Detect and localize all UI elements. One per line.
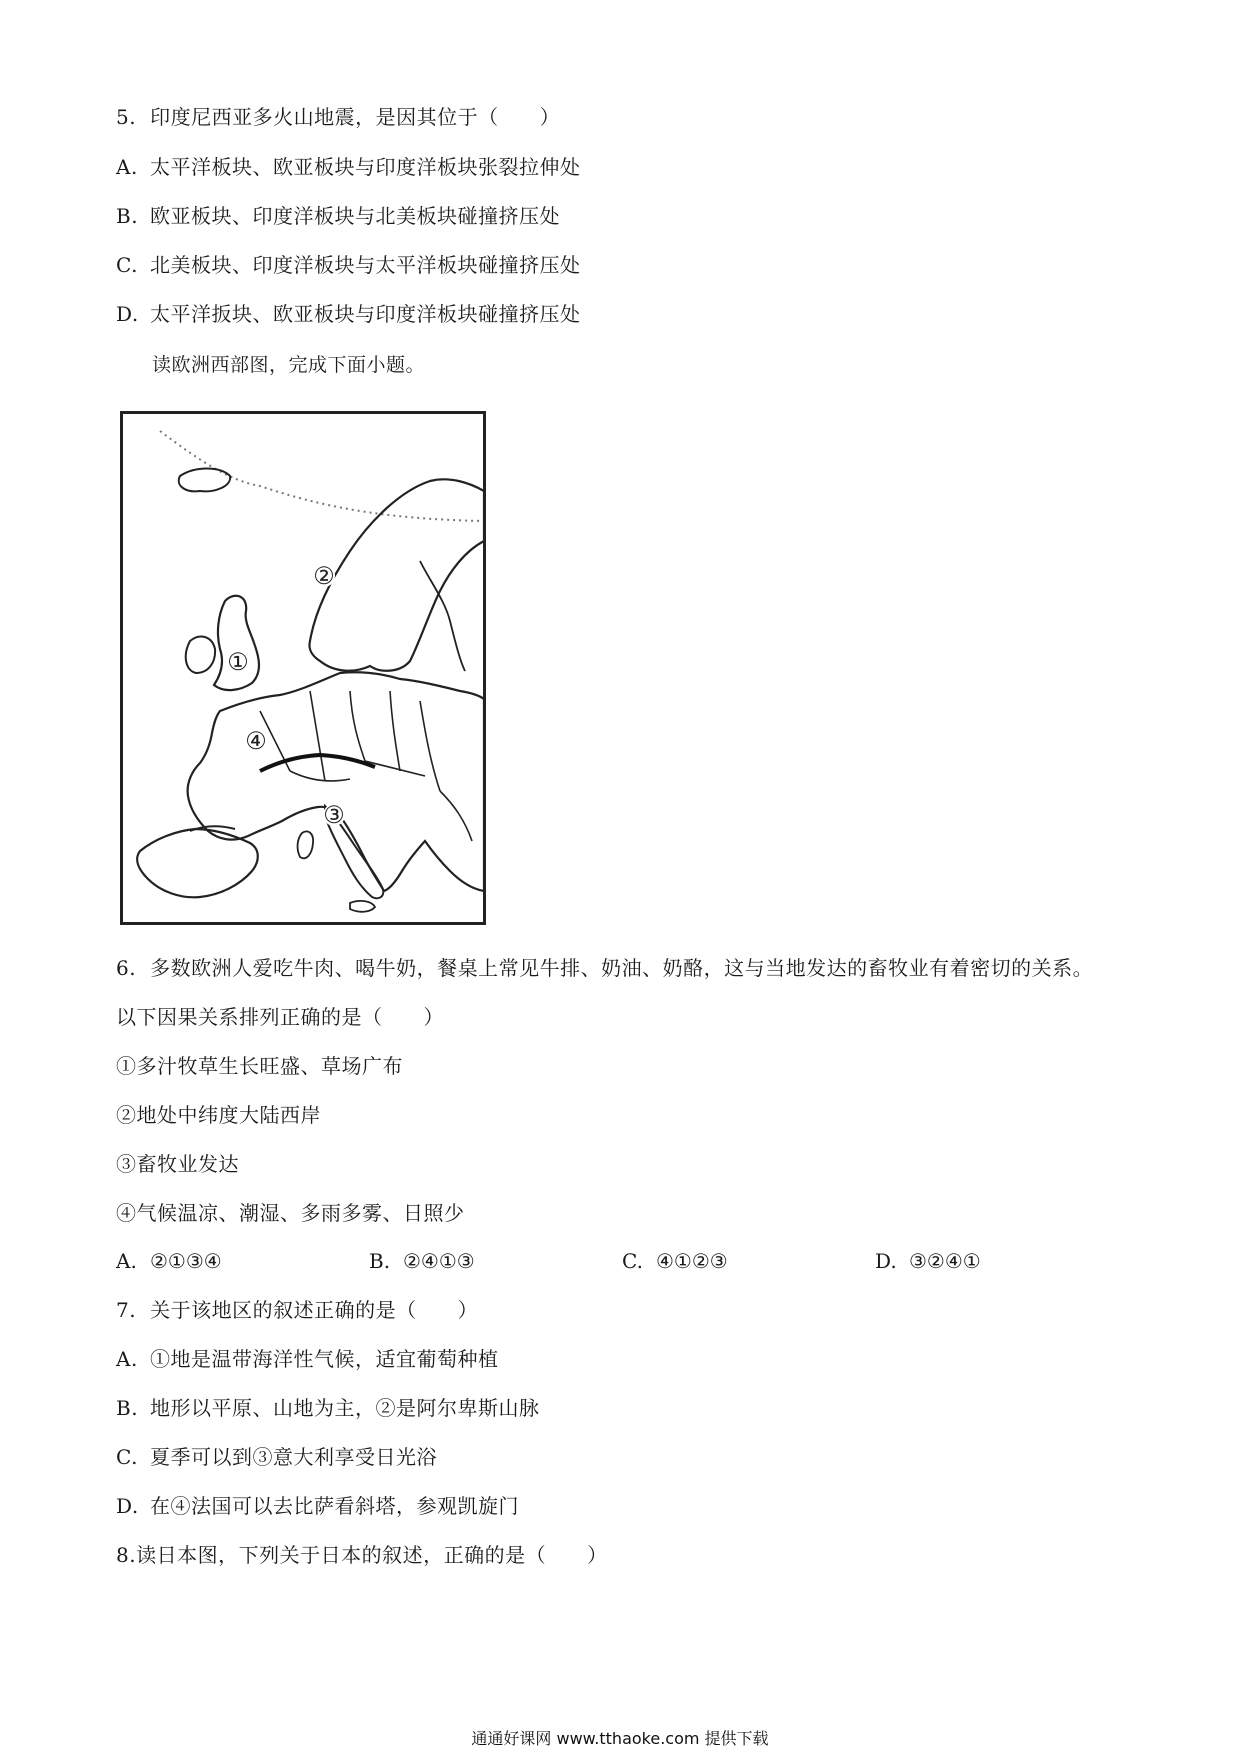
q7-option-b bbox=[116, 1394, 540, 1422]
option-letter: B. bbox=[116, 204, 139, 228]
option-text: 欧亚板块、印度洋板块与北美板块碰撞挤压处 bbox=[150, 204, 560, 228]
option-text: 夏季可以到③意大利享受日光浴 bbox=[150, 1445, 437, 1469]
svg-text:②: ② bbox=[313, 562, 335, 590]
q7-option-d bbox=[116, 1492, 519, 1520]
option-letter: A. bbox=[116, 1249, 137, 1273]
option-letter: A. bbox=[116, 155, 138, 179]
q6-option-c bbox=[622, 1247, 728, 1275]
q5-stem bbox=[116, 103, 560, 131]
q6-statement-3: ③畜牧业发达 bbox=[116, 1152, 239, 1176]
q6-number: 6. bbox=[116, 956, 137, 980]
option-letter: C. bbox=[116, 253, 138, 277]
option-text: 在④法国可以去比萨看斜塔，参观凯旋门 bbox=[150, 1494, 519, 1518]
map-intro: 读欧洲西部图，完成下面小题。 bbox=[152, 354, 426, 376]
option-letter: B. bbox=[116, 1396, 139, 1420]
marker-4 bbox=[245, 727, 267, 755]
q5-option-c bbox=[116, 251, 581, 279]
option-text: ④①②③ bbox=[656, 1249, 728, 1273]
option-text: ②①③④ bbox=[150, 1249, 222, 1273]
q6-statement-4: ④气候温凉、潮湿、多雨多雾、日照少 bbox=[116, 1201, 465, 1225]
q6-stem-text: 多数欧洲人爱吃牛肉、喝牛奶，餐桌上常见牛排、奶油、奶酪，这与当地发达的畜牧业有着密切的关系。 bbox=[150, 956, 1094, 980]
page-footer: 通通好课网 www.tthaoke.com 提供下载 bbox=[471, 1729, 769, 1748]
marker-3 bbox=[323, 801, 345, 829]
option-letter: B. bbox=[369, 1249, 391, 1273]
svg-text:④: ④ bbox=[245, 727, 267, 755]
q7-option-c bbox=[116, 1443, 437, 1471]
q5-option-b bbox=[116, 202, 560, 230]
q5-option-a bbox=[116, 153, 581, 181]
q6-option-b bbox=[369, 1247, 475, 1275]
option-text: ①地是温带海洋性气候，适宜葡萄种植 bbox=[150, 1347, 499, 1371]
option-letter: A. bbox=[116, 1347, 138, 1371]
q6-statement-2: ②地处中纬度大陆西岸 bbox=[116, 1103, 321, 1127]
option-text: ③②④① bbox=[909, 1249, 981, 1273]
marker-2 bbox=[313, 562, 335, 590]
option-text: 北美板块、印度洋板块与太平洋板块碰撞挤压处 bbox=[150, 253, 581, 277]
q8-stem: 8.读日本图，下列关于日本的叙述，正确的是（ ） bbox=[116, 1543, 608, 1567]
option-text: ②④①③ bbox=[403, 1249, 475, 1273]
europe-map bbox=[120, 411, 486, 925]
option-letter: C. bbox=[622, 1249, 643, 1273]
q7-option-a bbox=[116, 1345, 499, 1373]
q5-number: 5. bbox=[116, 105, 137, 129]
marker-1 bbox=[227, 648, 249, 676]
q6-stem-line1 bbox=[116, 954, 1093, 982]
option-text: 太平洋板块、欧亚板块与印度洋板块张裂拉伸处 bbox=[150, 155, 581, 179]
svg-text:①: ① bbox=[227, 648, 249, 676]
option-text: 太平洋扳块、欧亚板块与印度洋板块碰撞挤压处 bbox=[150, 302, 581, 326]
q5-option-d bbox=[116, 300, 581, 328]
option-letter: D. bbox=[875, 1249, 897, 1273]
option-letter: D. bbox=[116, 1494, 139, 1518]
q5-stem-text: 印度尼西亚多火山地震，是因其位于（ ） bbox=[150, 105, 561, 129]
option-letter: D. bbox=[116, 302, 139, 326]
q7-number: 7. bbox=[116, 1298, 137, 1322]
q6-option-d bbox=[875, 1247, 981, 1275]
svg-text:③: ③ bbox=[323, 801, 345, 829]
q6-statement-1: ①多汁牧草生长旺盛、草场广布 bbox=[116, 1054, 403, 1078]
q7-stem bbox=[116, 1296, 478, 1324]
option-letter: C. bbox=[116, 1445, 138, 1469]
q7-stem-text: 关于该地区的叙述正确的是（ ） bbox=[150, 1298, 479, 1322]
q6-option-a bbox=[116, 1247, 222, 1275]
q6-stem-line2: 以下因果关系排列正确的是（ ） bbox=[116, 1005, 444, 1029]
option-text: 地形以平原、山地为主，②是阿尔卑斯山脉 bbox=[150, 1396, 540, 1420]
